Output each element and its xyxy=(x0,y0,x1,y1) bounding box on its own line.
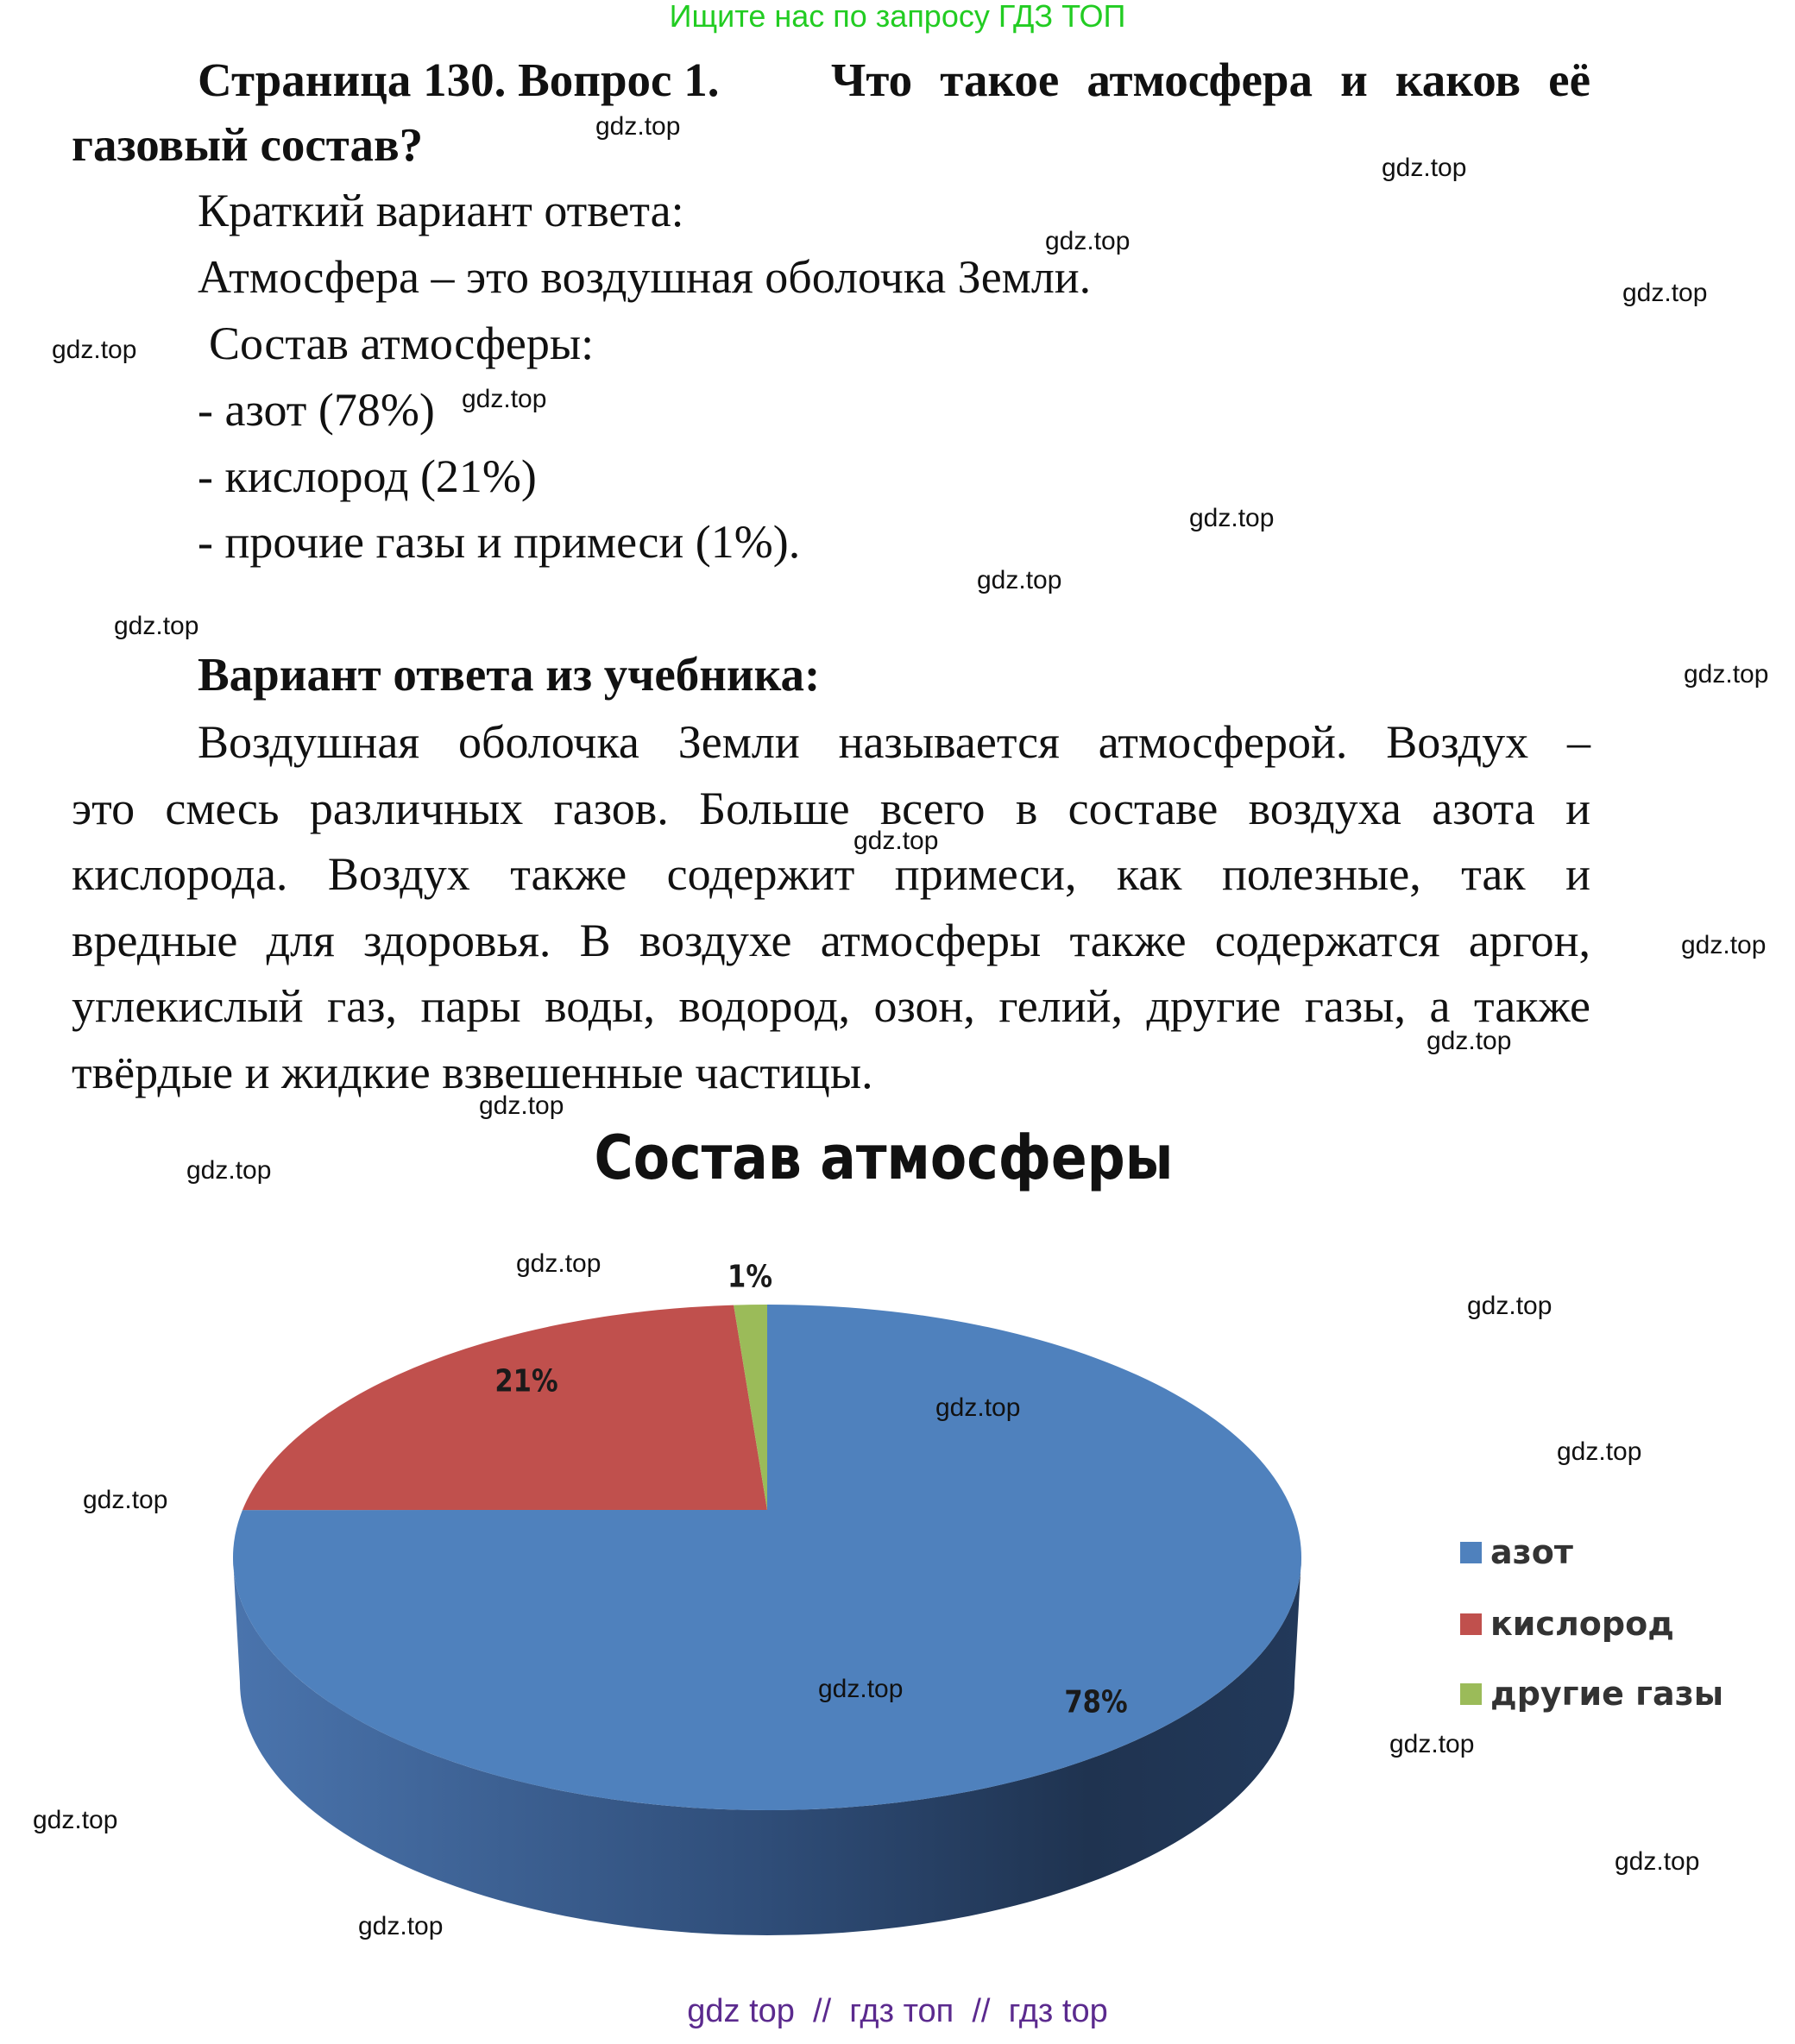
watermark: gdz.top xyxy=(462,385,547,413)
question-number: Страница 130. Вопрос 1. xyxy=(198,53,720,106)
watermark: gdz.top xyxy=(33,1806,118,1834)
short-answer-heading: Краткий вариант ответа: xyxy=(198,185,684,236)
legend-swatch xyxy=(1460,1613,1482,1635)
definition: Атмосфера – это воздушная оболочка Земли. xyxy=(198,251,1092,303)
watermark: gdz.top xyxy=(114,612,199,640)
composition-item: - азот (78%) xyxy=(198,384,435,436)
chart-title: Состав атмосферы xyxy=(594,1123,1174,1193)
watermark: gdz.top xyxy=(83,1486,168,1514)
legend-label: другие газы xyxy=(1490,1675,1724,1713)
composition-heading: Состав атмосферы: xyxy=(209,318,595,369)
watermark: gdz.top xyxy=(479,1091,564,1120)
watermark: gdz.top xyxy=(52,336,137,364)
watermark: gdz.top xyxy=(977,566,1062,594)
watermark: gdz.top xyxy=(1681,931,1767,959)
textbook-answer-heading: Вариант ответа из учебника: xyxy=(198,648,821,701)
paragraph-line: Воздушная оболочка Земли называется атмосферой. Воздух – xyxy=(198,716,1590,768)
paragraph-line: это смесь различных газов. Больше всего в составе воздуха азота и xyxy=(72,783,1590,834)
watermark: gdz.top xyxy=(853,827,939,855)
promo-banner[interactable]: Ищите нас по запросу ГДЗ ТОП xyxy=(669,0,1126,34)
legend-swatch xyxy=(1460,1683,1482,1705)
watermark: gdz.top xyxy=(1189,504,1275,532)
legend-label: азот xyxy=(1490,1533,1573,1571)
watermark: gdz.top xyxy=(818,1675,904,1703)
watermark: gdz.top xyxy=(358,1912,444,1940)
watermark: gdz.top xyxy=(1615,1847,1700,1876)
paragraph-line: углекислый газ, пары воды, водород, озон, гелий, другие газы, а также xyxy=(72,980,1590,1032)
legend-item-oxygen xyxy=(1460,1605,1674,1643)
watermark: gdz.top xyxy=(1557,1437,1642,1466)
legend-item-nitrogen xyxy=(1460,1533,1573,1571)
slice-oxygen xyxy=(242,1305,767,1511)
question-text-cont: газовый состав? xyxy=(72,118,424,171)
watermark: gdz.top xyxy=(1045,227,1131,255)
question-text: Что такое атмосфера и каков её xyxy=(831,53,1590,106)
composition-item: - кислород (21%) xyxy=(198,450,537,502)
watermark: gdz.top xyxy=(1382,154,1467,182)
legend-swatch xyxy=(1460,1542,1482,1563)
watermark: gdz.top xyxy=(186,1156,272,1185)
watermark: gdz.top xyxy=(595,112,681,141)
data-label-oxygen: 21% xyxy=(494,1363,558,1399)
paragraph-line: вредные для здоровья. В воздухе атмосферы также содержатся аргон, xyxy=(72,915,1590,966)
watermark: gdz.top xyxy=(1427,1027,1512,1055)
watermark: gdz.top xyxy=(1684,660,1769,689)
legend-item-other xyxy=(1460,1675,1723,1713)
watermark: gdz.top xyxy=(1389,1730,1475,1758)
paragraph-line: кислорода. Воздух также содержит примеси, как полезные, так и xyxy=(72,848,1590,900)
data-label-other: 1% xyxy=(727,1259,772,1295)
watermark: gdz.top xyxy=(935,1393,1021,1422)
watermark: gdz.top xyxy=(1467,1292,1553,1320)
footer-links[interactable]: gdz top // гдз топ // гдз top xyxy=(687,1993,1108,2029)
composition-item: - прочие газы и примеси (1%). xyxy=(198,516,801,568)
data-label-nitrogen: 78% xyxy=(1064,1684,1128,1720)
legend-label: кислород xyxy=(1490,1605,1674,1643)
paragraph-line: твёрдые и жидкие взвешенные частицы. xyxy=(72,1047,873,1098)
watermark: gdz.top xyxy=(1622,279,1708,307)
watermark: gdz.top xyxy=(516,1249,601,1278)
